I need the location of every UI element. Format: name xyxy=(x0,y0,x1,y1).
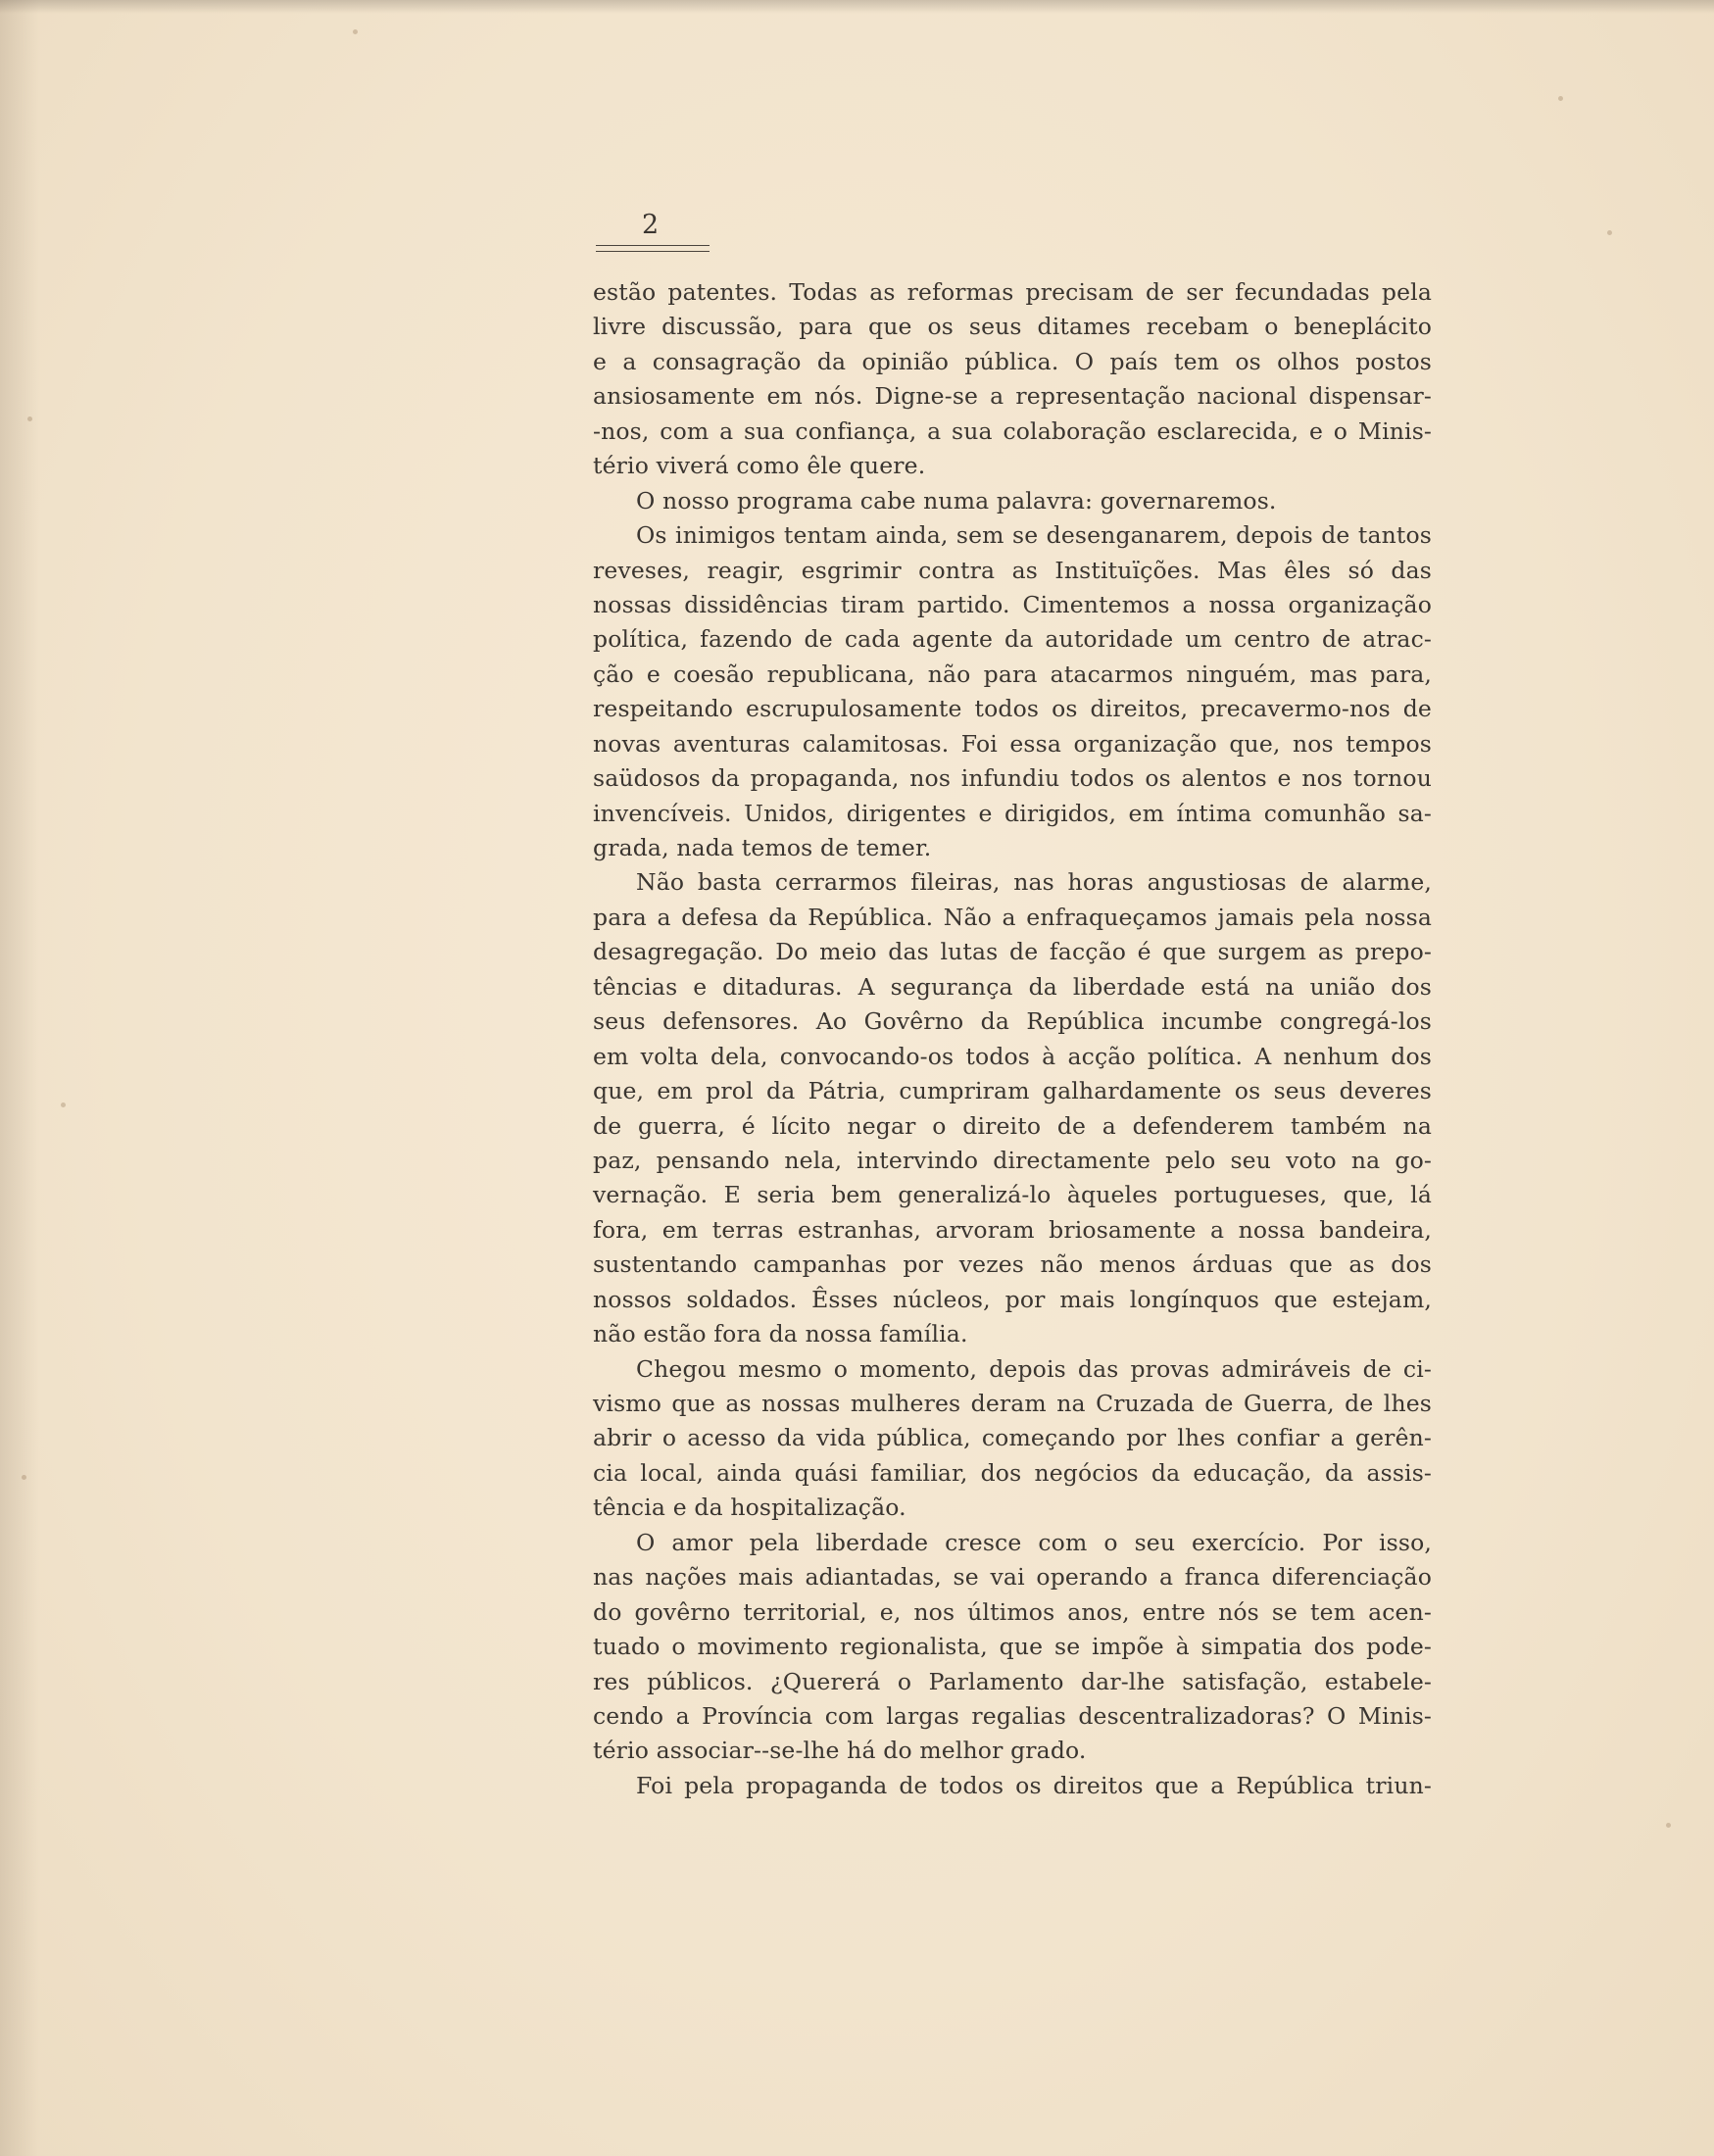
text-line: para a defesa da República. Não a enfraqueçamos jamais pela nossa xyxy=(593,903,1432,931)
text-line: cendo a Província com largas regalias descentralizadoras? O Minis- xyxy=(593,1701,1432,1730)
text-line: tências e ditaduras. A segurança da liberdade está na união dos xyxy=(593,972,1432,1001)
paper-speck xyxy=(61,1102,66,1107)
text-line: Foi pela propaganda de todos os direitos que a República triun- xyxy=(636,1771,1432,1799)
text-line: O amor pela liberdade cresce com o seu exercício. Por isso, xyxy=(636,1528,1432,1556)
text-line: O nosso programa cabe numa palavra: governaremos. xyxy=(636,486,1277,514)
text-line: -nos, com a sua confiança, a sua colaboração esclarecida, e o Minis- xyxy=(593,416,1432,445)
text-line: seus defensores. Ao Govêrno da República incumbe congregá-los xyxy=(593,1007,1432,1036)
text-line: saüdosos da propaganda, nos infundiu todos os alentos e nos tornou xyxy=(593,764,1432,793)
paper-speck xyxy=(22,1475,26,1480)
text-line: política, fazendo de cada agente da autoridade um centro de atrac- xyxy=(593,625,1432,654)
paper-speck xyxy=(1607,230,1612,235)
text-line: ansiosamente em nós. Digne-se a representação nacional dispensar- xyxy=(593,382,1432,411)
text-line: Os inimigos tentam ainda, sem se desenganarem, depois de tantos xyxy=(636,521,1432,550)
paper-speck xyxy=(1666,1823,1671,1828)
page-top-shadow xyxy=(0,0,1714,14)
text-line: tério viverá como êle quere. xyxy=(593,452,926,480)
text-line: nossas dissidências tiram partido. Cimentemos a nossa organização xyxy=(593,590,1432,618)
text-line: e a consagração da opinião pública. O país tem os olhos postos xyxy=(593,347,1432,375)
text-line: de guerra, é lícito negar o direito de a defenderem também na xyxy=(593,1111,1432,1140)
text-line: abrir o acesso da vida pública, começando por lhes confiar a gerên- xyxy=(593,1424,1432,1452)
text-line: cia local, ainda quási familiar, dos negócios da educação, da assis- xyxy=(593,1458,1432,1487)
text-line: tério associar--se-lhe há do melhor grado. xyxy=(593,1737,1087,1765)
text-line: respeitando escrupulosamente todos os direitos, precavermo-nos de xyxy=(593,695,1432,723)
text-line: que, em prol da Pátria, cumpriram galhardamente os seus deveres xyxy=(593,1077,1432,1105)
paper-speck xyxy=(27,416,32,421)
text-line: res públicos. ¿Quererá o Parlamento dar-lhe satisfação, estabele- xyxy=(593,1667,1432,1695)
text-line: livre discussão, para que os seus ditames recebam o beneplácito xyxy=(593,313,1432,341)
text-line: fora, em terras estranhas, arvoram briosamente a nossa bandeira, xyxy=(593,1215,1432,1244)
text-line: Não basta cerrarmos fileiras, nas horas angustiosas de alarme, xyxy=(636,868,1432,897)
text-line: não estão fora da nossa família. xyxy=(593,1320,968,1348)
text-line: invencíveis. Unidos, dirigentes e dirigidos, em íntima comunhão sa- xyxy=(593,799,1432,827)
text-line: Chegou mesmo o momento, depois das provas admiráveis de ci- xyxy=(636,1354,1432,1383)
text-line: tência e da hospitalização. xyxy=(593,1494,906,1522)
text-line: em volta dela, convocando-os todos à acção política. A nenhum dos xyxy=(593,1042,1432,1070)
text-line: vernação. E seria bem generalizá-lo àqueles portugueses, que, lá xyxy=(593,1181,1432,1209)
text-line: grada, nada temos de temer. xyxy=(593,834,932,861)
text-line: paz, pensando nela, intervindo directamente pelo seu voto na go- xyxy=(593,1146,1432,1174)
page-number: 2 xyxy=(642,210,660,240)
text-line: reveses, reagir, esgrimir contra as Instituïções. Mas êles só das xyxy=(593,556,1432,584)
text-line: ção e coesão republicana, não para atacarmos ninguém, mas para, xyxy=(593,660,1432,688)
header-rule xyxy=(596,251,710,252)
paper-speck xyxy=(353,29,358,34)
body-text xyxy=(593,275,1432,1803)
header-rule xyxy=(596,245,710,246)
text-line: do govêrno territorial, e, nos últimos anos, entre nós se tem acen- xyxy=(593,1597,1432,1626)
text-line: tuado o movimento regionalista, que se impõe à simpatia dos pode- xyxy=(593,1633,1432,1661)
text-line: vismo que as nossas mulheres deram na Cruzada de Guerra, de lhes xyxy=(593,1390,1432,1417)
text-line: estão patentes. Todas as reformas precisam de ser fecundadas pela xyxy=(593,278,1432,306)
text-line: desagregação. Do meio das lutas de facção é que surgem as prepo- xyxy=(593,938,1432,966)
text-line: novas aventuras calamitosas. Foi essa organização que, nos tempos xyxy=(593,729,1432,758)
text-line: sustentando campanhas por vezes não menos árduas que as dos xyxy=(593,1250,1432,1279)
page-edge-shadow xyxy=(0,0,39,2156)
paper-speck xyxy=(1558,96,1563,101)
text-line: nossos soldados. Êsses núcleos, por mais longínquos que estejam, xyxy=(593,1285,1432,1313)
text-line: nas nações mais adiantadas, se vai operando a franca diferenciação xyxy=(593,1563,1432,1592)
